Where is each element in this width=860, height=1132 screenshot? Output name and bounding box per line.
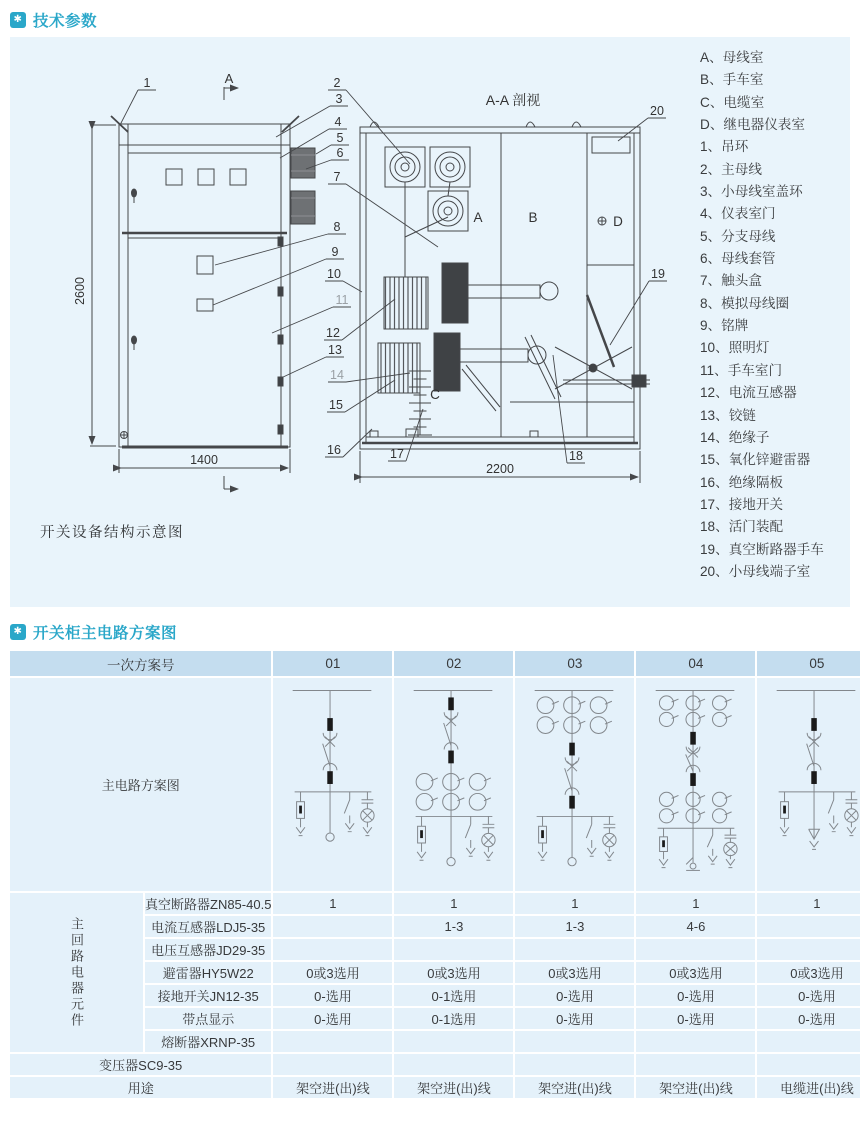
legend-item: 15、氧化锌避雷器 bbox=[700, 452, 811, 468]
component-value-cell: 1 bbox=[757, 893, 860, 914]
component-name-cell: 电流互感器LDJ5-35 bbox=[145, 916, 271, 937]
component-value-cell: 1-3 bbox=[394, 916, 513, 937]
component-value-cell bbox=[636, 1031, 755, 1052]
component-name-cell: 熔断器XRNP-35 bbox=[145, 1031, 271, 1052]
section-view bbox=[360, 122, 650, 483]
scheme-diagram-03 bbox=[515, 678, 634, 891]
component-value-cell bbox=[394, 1031, 513, 1052]
legend-item: 17、接地开关 bbox=[700, 496, 784, 512]
callout-label: 13 bbox=[328, 343, 342, 357]
callout-label: 15 bbox=[329, 398, 343, 412]
component-value-cell bbox=[757, 1031, 860, 1052]
component-name-cell: 避雷器HY5W22 bbox=[145, 962, 271, 983]
callout-label: 11 bbox=[335, 293, 349, 307]
component-value-cell bbox=[394, 939, 513, 960]
callout-label: 12 bbox=[326, 326, 340, 340]
legend-item: 5、分支母线 bbox=[700, 228, 776, 244]
structure-diagram-panel bbox=[10, 37, 850, 607]
component-value-cell bbox=[757, 916, 860, 937]
table-row bbox=[10, 1054, 860, 1075]
scheme-column-header: 03 bbox=[515, 651, 634, 676]
component-value-cell bbox=[636, 1054, 755, 1075]
scheme-diagram-02 bbox=[394, 678, 513, 891]
legend-item: 13、铰链 bbox=[700, 407, 756, 423]
section-view-title: A-A 剖视 bbox=[485, 92, 541, 108]
group-label-vertical: 主回路电器元件 bbox=[69, 916, 84, 1029]
callout-label: 5 bbox=[336, 131, 344, 145]
callout-label: 10 bbox=[327, 267, 341, 281]
component-value-cell bbox=[273, 916, 392, 937]
legend-item: 19、真空断路器手车 bbox=[700, 541, 824, 557]
component-value-cell bbox=[273, 1031, 392, 1052]
component-value-cell bbox=[515, 1031, 634, 1052]
single-line-diagram bbox=[515, 678, 634, 888]
component-value-cell: 1-3 bbox=[515, 916, 634, 937]
component-value-cell: 架空进(出)线 bbox=[273, 1077, 392, 1098]
component-value-cell: 0-选用 bbox=[757, 985, 860, 1006]
section-title-text: 技术参数 bbox=[33, 13, 98, 30]
legend-item: 8、模拟母线圈 bbox=[700, 295, 790, 311]
legend-item: 20、小母线端子室 bbox=[700, 563, 811, 579]
scheme-diagram-01 bbox=[273, 678, 392, 891]
diagram-caption: 开关设备结构示意图 bbox=[40, 525, 184, 541]
component-value-cell bbox=[273, 1054, 392, 1075]
component-value-cell: 1 bbox=[394, 893, 513, 914]
single-line-diagram bbox=[394, 678, 513, 888]
component-value-cell: 0或3选用 bbox=[394, 962, 513, 983]
component-value-cell: 0或3选用 bbox=[636, 962, 755, 983]
scheme-row-label: 主电路方案图 bbox=[10, 678, 271, 891]
dim-depth-label: 2200 bbox=[486, 462, 514, 476]
section-title-text: 开关柜主电路方案图 bbox=[33, 625, 178, 642]
scheme-column-header: 04 bbox=[636, 651, 755, 676]
legend-item: 10、照明灯 bbox=[700, 340, 770, 356]
component-value-cell: 0-选用 bbox=[273, 1008, 392, 1029]
dim-width-label: 1400 bbox=[190, 453, 218, 467]
component-value-cell: 1 bbox=[636, 893, 755, 914]
component-value-cell: 1 bbox=[273, 893, 392, 914]
callout-label: 2 bbox=[333, 76, 341, 90]
component-value-cell: 0或3选用 bbox=[515, 962, 634, 983]
section-title-tech-params bbox=[0, 0, 860, 37]
component-value-cell: 0或3选用 bbox=[757, 962, 860, 983]
component-value-cell bbox=[757, 939, 860, 960]
dim-height-label: 2600 bbox=[73, 277, 87, 305]
legend-item: A、母线室 bbox=[700, 50, 764, 65]
single-line-diagram bbox=[636, 678, 755, 888]
component-name-cell: 真空断路器ZN85-40.5 bbox=[145, 893, 271, 914]
legend-item: 7、触头盒 bbox=[700, 273, 762, 289]
front-view bbox=[90, 87, 315, 489]
component-value-cell: 0-选用 bbox=[273, 985, 392, 1006]
callout-label: 14 bbox=[330, 368, 344, 382]
legend-item: 1、吊环 bbox=[700, 139, 749, 155]
component-value-cell: 0-选用 bbox=[757, 1008, 860, 1029]
component-value-cell: 架空进(出)线 bbox=[636, 1077, 755, 1098]
scheme-diagram-04 bbox=[636, 678, 755, 891]
callout-label: 17 bbox=[390, 447, 404, 461]
legend-item: C、电缆室 bbox=[700, 94, 765, 110]
callout-label: 9 bbox=[331, 245, 339, 259]
view-arrow-label: A bbox=[224, 71, 234, 86]
legend-item: 18、活门装配 bbox=[700, 519, 784, 535]
section-bullet-icon: ✱ bbox=[10, 624, 26, 640]
legend-item: 11、手车室门 bbox=[700, 362, 783, 378]
callout-label: 3 bbox=[335, 92, 343, 106]
legend-item: D、继电器仪表室 bbox=[700, 117, 805, 133]
component-value-cell bbox=[636, 939, 755, 960]
component-value-cell bbox=[515, 1054, 634, 1075]
legend-item: 14、绝缘子 bbox=[700, 429, 770, 445]
legend-item: 2、主母线 bbox=[700, 161, 762, 177]
scheme-drawings-row bbox=[10, 678, 860, 891]
component-value-cell bbox=[273, 939, 392, 960]
component-value-cell: 0-1选用 bbox=[394, 1008, 513, 1029]
component-value-cell: 4-6 bbox=[636, 916, 755, 937]
primary-scheme-header: 一次方案号 bbox=[10, 651, 271, 676]
scheme-column-header: 05 bbox=[757, 651, 860, 676]
scheme-column-header: 01 bbox=[273, 651, 392, 676]
table-row bbox=[10, 893, 860, 914]
callout-label: 16 bbox=[327, 443, 341, 457]
component-value-cell bbox=[757, 1054, 860, 1075]
legend-item: 12、电流互感器 bbox=[700, 385, 797, 401]
component-name-cell: 接地开关JN12-35 bbox=[145, 985, 271, 1006]
compartment-c-label: C bbox=[430, 387, 440, 402]
legend-item: 4、仪表室门 bbox=[700, 206, 776, 222]
callout-label: 1 bbox=[143, 76, 151, 90]
callout-label: 18 bbox=[569, 449, 583, 463]
component-value-cell: 0-选用 bbox=[515, 1008, 634, 1029]
component-value-cell: 架空进(出)线 bbox=[394, 1077, 513, 1098]
component-value-cell: 1 bbox=[515, 893, 634, 914]
callout-label: 8 bbox=[333, 220, 341, 234]
component-value-cell bbox=[515, 939, 634, 960]
component-value-cell: 0-选用 bbox=[636, 985, 755, 1006]
single-line-diagram bbox=[273, 678, 392, 888]
section-title-circuit-schemes bbox=[0, 607, 860, 649]
component-name-cell: 变压器SC9-35 bbox=[10, 1054, 271, 1075]
callout-label: 7 bbox=[333, 170, 341, 184]
group-label-cell bbox=[10, 893, 143, 1052]
compartment-b-label: B bbox=[528, 210, 538, 225]
component-value-cell: 0-选用 bbox=[636, 1008, 755, 1029]
component-name-cell: 电压互感器JD29-35 bbox=[145, 939, 271, 960]
compartment-d-label: D bbox=[613, 214, 623, 229]
component-value-cell: 电缆进(出)线 bbox=[757, 1077, 860, 1098]
component-value-cell: 0-选用 bbox=[515, 985, 634, 1006]
callout-labels bbox=[120, 76, 667, 463]
compartment-a-label: A bbox=[473, 210, 483, 225]
component-value-cell: 0或3选用 bbox=[273, 962, 392, 983]
component-value-cell: 0-1选用 bbox=[394, 985, 513, 1006]
callout-label: 6 bbox=[336, 146, 344, 160]
legend-item: 16、绝缘隔板 bbox=[700, 474, 784, 490]
component-value-cell: 架空进(出)线 bbox=[515, 1077, 634, 1098]
legend-item: 6、母线套管 bbox=[700, 251, 776, 267]
scheme-column-header: 02 bbox=[394, 651, 513, 676]
table-row bbox=[10, 1077, 860, 1098]
component-name-cell: 用途 bbox=[10, 1077, 271, 1098]
component-name-cell: 带点显示 bbox=[145, 1008, 271, 1029]
section-bullet-icon: ✱ bbox=[10, 12, 26, 28]
component-value-cell bbox=[394, 1054, 513, 1075]
callout-label: 20 bbox=[650, 104, 664, 118]
scheme-table bbox=[8, 649, 860, 1100]
legend-item: 3、小母线室盖环 bbox=[700, 184, 803, 200]
legend-item: 9、铭牌 bbox=[700, 318, 749, 334]
table-header-row bbox=[10, 651, 860, 676]
single-line-diagram bbox=[757, 678, 860, 888]
callout-label: 4 bbox=[334, 115, 342, 129]
scheme-diagram-05 bbox=[757, 678, 860, 891]
parts-legend bbox=[700, 47, 824, 583]
callout-label: 19 bbox=[651, 267, 665, 281]
legend-item: B、手车室 bbox=[700, 72, 764, 88]
